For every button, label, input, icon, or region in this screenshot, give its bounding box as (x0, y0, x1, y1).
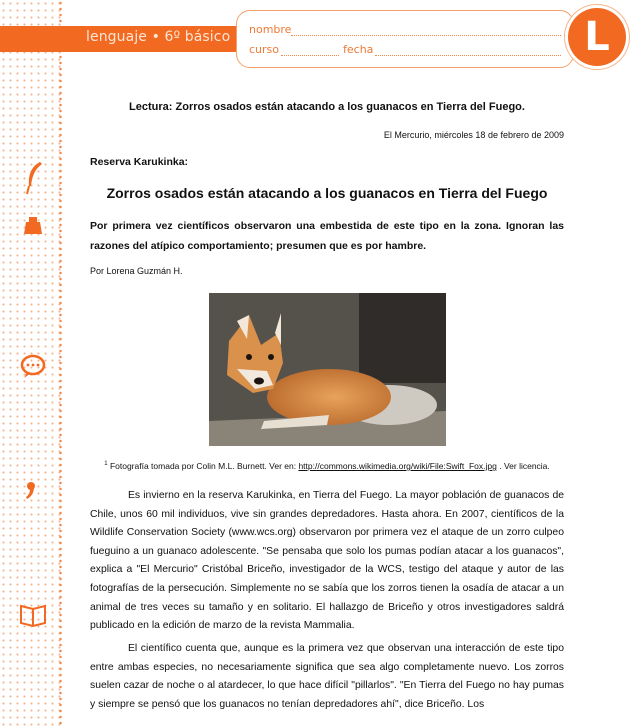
name-line[interactable] (291, 35, 561, 36)
quill-icon (18, 160, 48, 196)
article-lead: Por primera vez científicos observaron una embestida de este tipo en la zona. Ignoran las razones del atípico comportamiento; presumen que es por hambre. (90, 220, 564, 252)
caption-tail: . Ver licencia. (496, 461, 550, 471)
paragraph-2: El científico cuenta que, aunque es la primera vez que observan una interacción de este tipo entre ambas especies, no necesariamente significa que sea algo completamente nuevo. Los zorros suelen cazar de noche o al atardecer, lo que hace difícil "pillarlos". "En Tierra del Fuego no hay pumas y siempre se pensó que los guanacos no tenían depredadores ahí", dice Briceño. Los (90, 643, 564, 710)
date-label: fecha (343, 43, 374, 56)
caption-text: Fotografía tomada por Colin M.L. Burnett. Ver en: (109, 461, 299, 471)
section-label: Reserva Karukinka: (90, 156, 189, 168)
source-line: El Mercurio, miércoles 18 de febrero de 2009 (383, 130, 564, 140)
name-label: nombre (249, 23, 292, 36)
course-label: curso (249, 43, 280, 56)
student-info-box (236, 10, 574, 68)
date-line[interactable] (375, 55, 561, 56)
article-headline: Zorros osados están atacando a los guanacos en Tierra del Fuego (106, 185, 548, 201)
inkwell-icon (18, 214, 48, 238)
open-book-icon (18, 598, 48, 628)
article-author: Por Lorena Guzmán H. (90, 266, 183, 276)
speech-bubble-icon (18, 354, 48, 380)
reading-title: Lectura: Zorros osados están atacando a los guanacos en Tierra del Fuego. (129, 101, 525, 113)
paragraph-1: Es invierno en la reserva Karukinka, en Tierra del Fuego. La mayor población de guanacos de Chile, unos 60 mil individuos, vive sin grandes depredadores. Hasta ahora. En 2007, científicos de la Wildlife Conservation Society (www.wcs.org) observaron por primera vez el ataque de un zorro culpeo fueguino a un guanaco adolescente. "Se pensaba que solo los pumas podían atacar a los guanacos", explica a "El Mercurio" Cristóbal Briceño, investigador de la WCS, testigo del ataque y autor de las fotografías de la persecución. Simplemente no se sabía que los zorros tienen la osadía de atacar a un animal de tres veces su tamaño y en solitario. El hallazgo de Briceño y otros investigadores saldrá publicado en la edición de marzo de la revista Mammalia. (90, 490, 564, 632)
comma-icon (18, 478, 48, 502)
footnote-number: 1 (104, 461, 108, 468)
course-line[interactable] (281, 55, 339, 56)
fox-photo (209, 293, 446, 446)
photo-caption (90, 461, 564, 471)
subject-label: lenguaje • 6º básico (86, 29, 231, 45)
lenguaje-badge: L (568, 8, 626, 66)
caption-link[interactable]: http://commons.wikimedia.org/wiki/File:Swift_Fox.jpg (298, 461, 497, 471)
